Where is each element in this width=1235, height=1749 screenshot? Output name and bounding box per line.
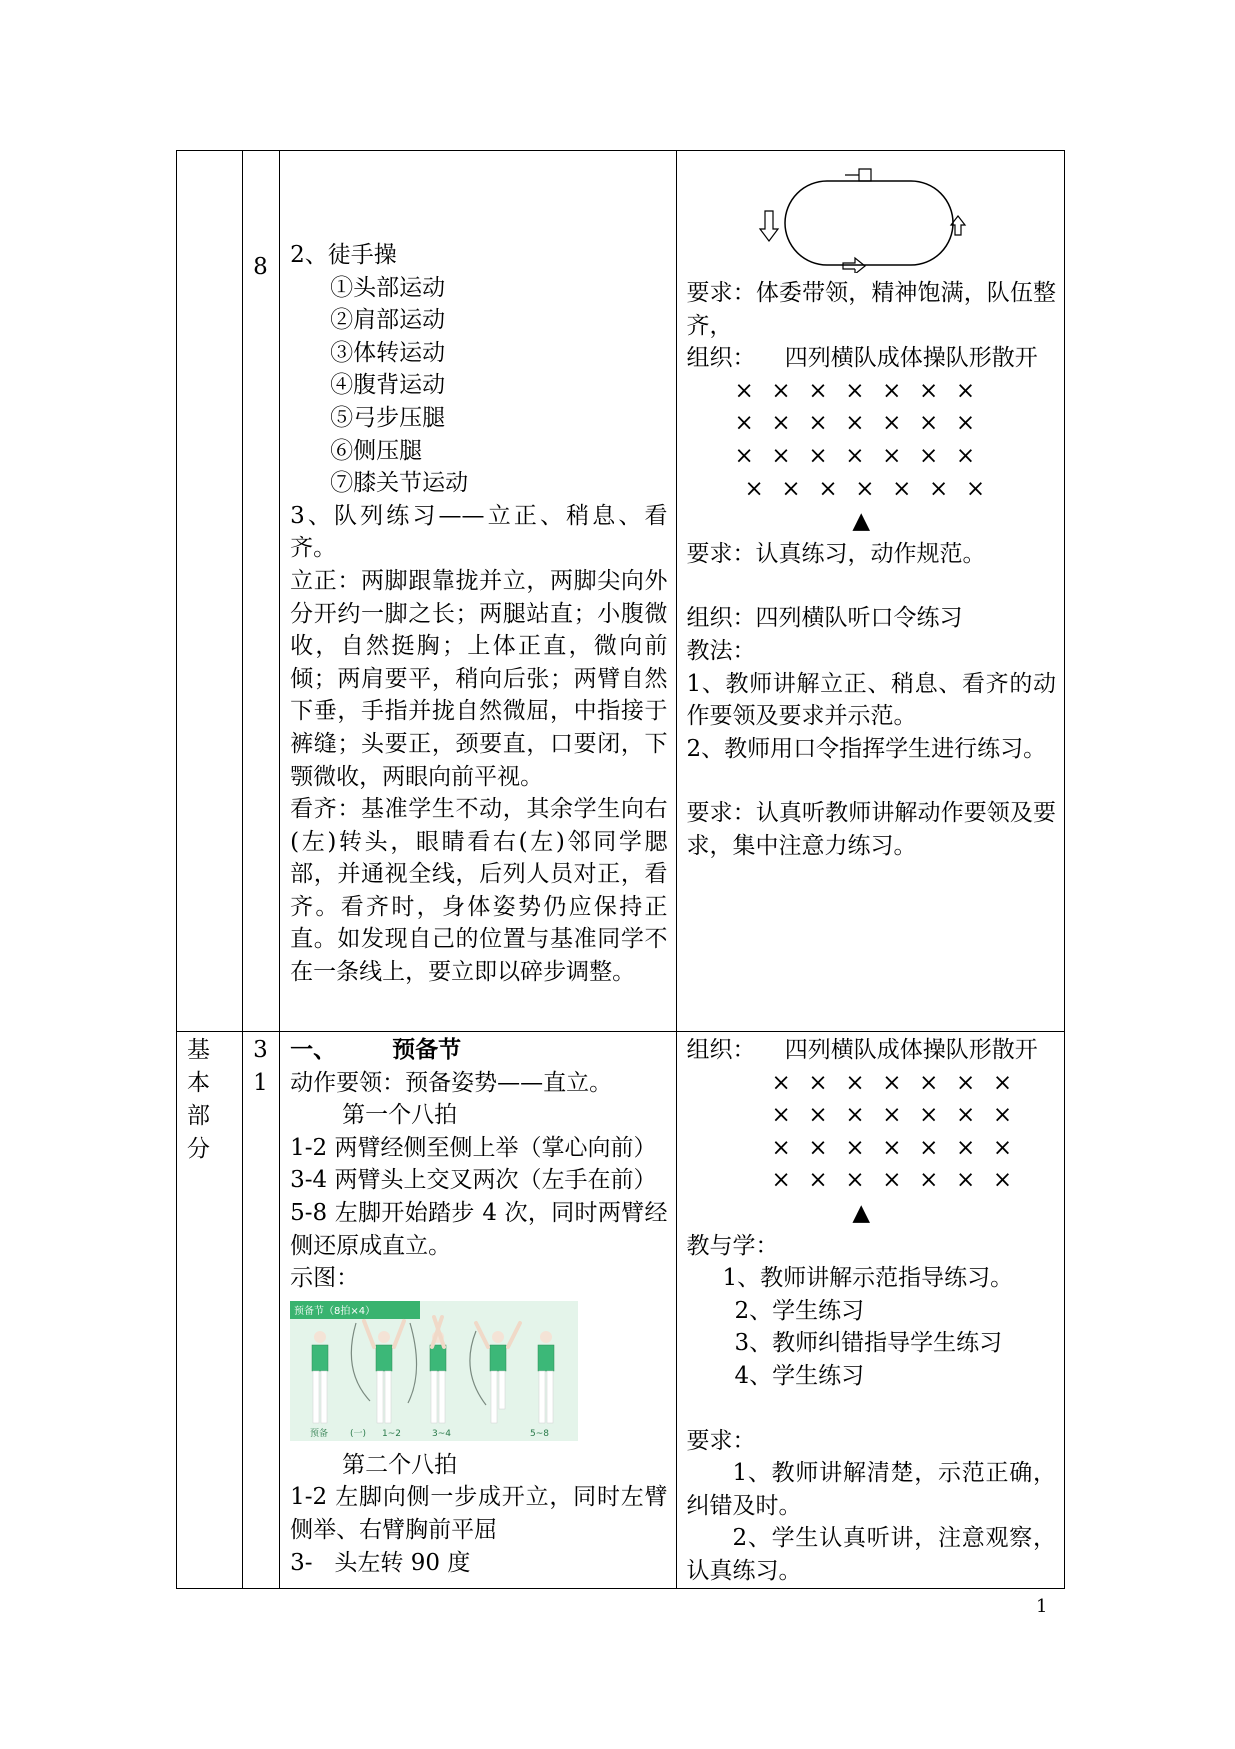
method-step: 1、教师讲解立正、稍息、看齐的动作要领及要求并示范。 [686,670,1056,730]
exercise-title-text: 预备节 [392,1036,462,1063]
beat-step: 1-2 左脚向侧一步成开立，同时左臂侧举、右臂胸前平屈 [290,1484,668,1543]
exercise-title [290,1034,667,1067]
requirement-item: 2、学生认真听讲，注意观察，认真练习。 [686,1525,1056,1584]
exercise-title-number: 一、 [290,1036,337,1063]
beat-step: 3- 头左转 90 度 [290,1549,471,1576]
section-label-char: 部 [187,1103,210,1129]
warmup-row [177,151,1065,1032]
beat-step: 1-2 两臂经侧至侧上举（掌心向前） [290,1134,657,1161]
section-label-char: 分 [187,1136,210,1162]
method-title: 教法： [686,637,756,664]
method-cell [676,151,1064,1032]
requirement-title: 要求： [686,1427,756,1454]
count-digit: 3 [253,1037,268,1063]
demo-label: 1~2 [382,1428,402,1439]
section-label-char: 本 [187,1070,210,1096]
demo-label: (一) [350,1428,367,1439]
formation-row: × × × × × × × [734,377,977,404]
count-cell [243,151,280,1032]
formation-row: × × × × × × × [734,410,977,437]
count-digit: 1 [253,1070,268,1096]
requirement-text: 要求：认真练习，动作规范。 [686,540,986,567]
formation-row: × × × × × × × [771,1134,1014,1161]
formation-row: × × × × × × × [771,1167,1014,1194]
exercise-item: ①头部运动 [330,274,446,301]
section-label-char: 基 [187,1037,210,1063]
formation-row: × × × × × × × [771,1102,1014,1129]
teach-step: 3、教师纠错指导学生练习 [734,1330,1003,1357]
arrow-left-icon [845,169,871,181]
organization-text: 组织：四列横队听口令练习 [686,605,963,632]
align-text: 看齐：基准学生不动，其余学生向右(左)转头，眼睛看右(左)邻同学腮部，并通视全线，后列人员对正，看齐。看齐时，身体姿势仍应保持正直。如发现自己的位置与基准同学不在一条线上，要立即以碎步调整。 [290,796,668,986]
diagram-label: 示图： [290,1265,360,1292]
teach-step: 1、教师讲解示范指导练习。 [722,1265,1014,1292]
teacher-position-mark: ▲ [852,508,871,535]
requirement-text: 要求：体委带领，精神饱满，队伍整齐， [686,280,1056,339]
count-cell [243,1032,280,1589]
formation-row: × × × × × × × [771,1069,1014,1096]
demo-label: 预备 [310,1428,329,1439]
running-track-diagram [757,163,977,273]
exercise-item: ④腹背运动 [330,372,446,399]
arrow-down-icon [760,211,778,241]
demo-label: 3~4 [432,1428,452,1439]
track-oval [785,181,953,265]
demo-image-caption: 预备节（8拍×4） [294,1305,376,1317]
demo-label: 5~8 [530,1428,550,1439]
content-cell [280,1032,676,1589]
section-cell [177,1032,243,1589]
content-cell [280,151,676,1032]
organization-text: 组织： 四列横队成体操队形散开 [686,1037,1038,1063]
exercise-item: ②肩部运动 [330,307,446,334]
requirement-text: 要求：认真听教师讲解动作要领及要求，集中注意力练习。 [686,800,1056,859]
formation-row: × × × × × × × [734,442,977,469]
exercise-item: ⑤弓步压腿 [330,404,446,431]
beat-step: 3-4 两臂头上交叉两次（左手在前） [290,1167,657,1194]
drill-title: 3、队列练习——立正、稍息、看齐。 [290,502,668,562]
page-number: 1 [1036,1596,1048,1617]
exercise-item: ⑦膝关节运动 [330,470,469,497]
formation-row: × × × × × × × [744,475,987,502]
teach-learn-title: 教与学： [686,1232,779,1259]
teach-step: 2、学生练习 [734,1297,865,1324]
exercise-item: ③体转运动 [330,339,446,366]
count-value: 8 [253,254,268,280]
eight-beat-title: 第一个八拍 [342,1102,458,1129]
exercise-demo-image [290,1301,578,1441]
requirement-item: 1、教师讲解清楚，示范正确，纠错及时。 [686,1460,1056,1519]
teacher-position-mark: ▲ [852,1199,871,1226]
attention-text: 立正：两脚跟靠拢并立，两脚尖向外分开约一脚之长；两腿站直；小腹微收，自然挺胸；上体正直，微向前倾；两肩要平，稍向后张；两臂自然下垂，手指并拢自然微屈，中指接于裤缝；头要正，颈要直，口要闭，下颚微收，两眼向前平视。 [290,567,668,790]
basic-part-row [177,1032,1065,1589]
calisthenics-title: 2、徒手操 [290,242,397,268]
exercise-item: ⑥侧压腿 [330,437,423,464]
lesson-plan-table [176,150,1065,1589]
organization-text: 组织： 四列横队成体操队形散开 [686,345,1038,372]
method-cell [676,1032,1064,1589]
essentials-text: 动作要领：预备姿势——直立。 [290,1069,613,1096]
beat-step: 5-8 左脚开始踏步 4 次，同时两臂经侧还原成直立。 [290,1199,668,1259]
method-step: 2、教师用口令指挥学生进行练习。 [686,735,1047,762]
teach-step: 4、学生练习 [734,1362,865,1389]
section-cell-empty [177,151,243,1032]
eight-beat-title: 第二个八拍 [342,1451,458,1478]
